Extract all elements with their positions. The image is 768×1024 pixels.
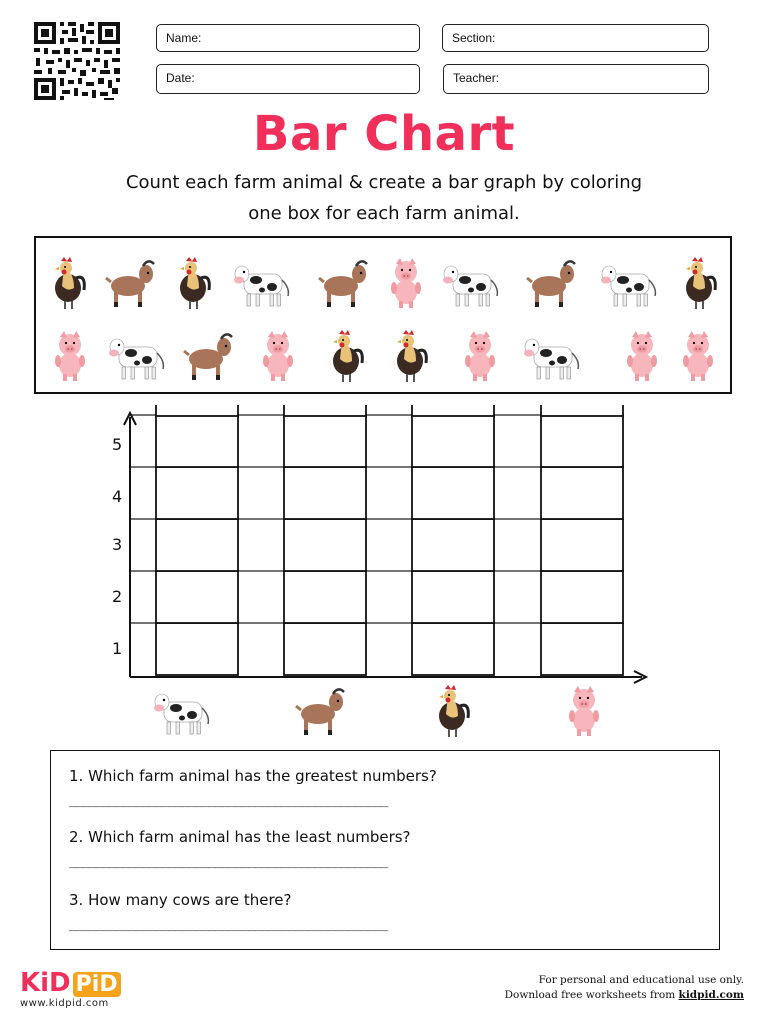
pig-icon — [263, 331, 293, 381]
cow-icon — [154, 694, 208, 734]
cow-icon — [109, 339, 163, 379]
bar-box-cow-2[interactable] — [156, 571, 238, 623]
answer-line-3[interactable]: ________________________________________________ — [69, 917, 388, 932]
section-label: Section: — [452, 31, 496, 45]
date-field[interactable] — [156, 64, 420, 94]
y-tick-label: 1 — [112, 639, 123, 658]
logo-kid: KiD — [20, 968, 71, 998]
bar-box-hen-2[interactable] — [412, 571, 494, 623]
pig-icon — [569, 686, 599, 736]
footer-link[interactable]: kidpid.com — [678, 989, 744, 1001]
hen-icon — [55, 257, 84, 309]
logo-url[interactable]: www.kidpid.com — [20, 998, 109, 1009]
bar-box-cow-6[interactable] — [156, 405, 238, 416]
pig-icon — [683, 331, 713, 381]
pig-icon — [465, 331, 495, 381]
hen-icon — [180, 257, 209, 309]
section-field[interactable] — [442, 24, 709, 52]
teacher-label: Teacher: — [453, 71, 500, 85]
bar-box-cow-5[interactable] — [156, 415, 238, 467]
cow-icon — [443, 266, 497, 306]
bar-chart — [90, 405, 660, 750]
y-tick-label: 3 — [112, 535, 123, 554]
y-tick-label: 5 — [112, 435, 123, 454]
bar-box-goat-6[interactable] — [284, 405, 366, 416]
instruction-line-2: one box for each farm animal. — [248, 203, 520, 224]
bar-box-goat-3[interactable] — [284, 519, 366, 571]
name-field[interactable] — [156, 24, 420, 52]
bar-box-hen-6[interactable] — [412, 405, 494, 416]
kidpid-logo[interactable] — [20, 968, 121, 998]
animal-count-panel — [34, 236, 732, 394]
bar-box-hen-5[interactable] — [412, 415, 494, 467]
bar-box-goat-5[interactable] — [284, 415, 366, 467]
bar-box-pig-4[interactable] — [541, 467, 623, 519]
bar-box-hen-1[interactable] — [412, 623, 494, 675]
questions-panel — [50, 750, 720, 950]
question-3: 3. How many cows are there? — [69, 891, 292, 909]
bar-box-pig-5[interactable] — [541, 415, 623, 467]
hen-icon — [439, 685, 468, 737]
goat-icon — [319, 261, 367, 307]
cow-icon — [524, 339, 578, 379]
bar-box-hen-3[interactable] — [412, 519, 494, 571]
bar-box-hen-4[interactable] — [412, 467, 494, 519]
bar-box-goat-4[interactable] — [284, 467, 366, 519]
bar-box-pig-2[interactable] — [541, 571, 623, 623]
answer-line-2[interactable]: ________________________________________________ — [69, 854, 388, 869]
goat-icon — [106, 261, 154, 307]
question-1: 1. Which farm animal has the greatest numbers? — [69, 767, 437, 785]
footer-note-line-2 — [505, 989, 744, 1001]
answer-line-1[interactable]: ________________________________________________ — [69, 793, 388, 808]
footer-note-line-1: For personal and educational use only. — [538, 974, 744, 986]
animals-grid — [36, 238, 730, 392]
bar-box-cow-4[interactable] — [156, 467, 238, 519]
pig-icon — [55, 331, 85, 381]
teacher-field[interactable] — [443, 64, 709, 94]
y-tick-label: 4 — [112, 487, 123, 506]
instruction-line-1: Count each farm animal & create a bar graph by coloring — [125, 172, 643, 193]
bar-box-pig-6[interactable] — [541, 405, 623, 416]
goat-icon — [527, 261, 575, 307]
question-2: 2. Which farm animal has the least numbers? — [69, 828, 411, 846]
cow-icon — [601, 266, 655, 306]
bar-box-pig-1[interactable] — [541, 623, 623, 675]
bar-box-cow-3[interactable] — [156, 519, 238, 571]
hen-icon — [686, 257, 715, 309]
date-label: Date: — [166, 71, 195, 85]
page-title: Bar Chart — [252, 106, 516, 162]
footer-note-prefix: Download free worksheets from — [504, 989, 676, 1001]
y-tick-label: 2 — [112, 587, 123, 606]
qr-code-icon — [32, 20, 122, 102]
pig-icon — [391, 258, 421, 308]
name-label: Name: — [166, 31, 202, 45]
goat-icon — [184, 334, 232, 380]
bar-box-pig-3[interactable] — [541, 519, 623, 571]
logo-pid: PiD — [73, 972, 121, 997]
bar-box-goat-1[interactable] — [284, 623, 366, 675]
bar-box-goat-2[interactable] — [284, 571, 366, 623]
cow-icon — [234, 266, 288, 306]
pig-icon — [627, 331, 657, 381]
bar-box-cow-1[interactable] — [156, 623, 238, 675]
goat-icon — [296, 689, 344, 735]
hen-icon — [333, 330, 362, 382]
hen-icon — [397, 330, 426, 382]
